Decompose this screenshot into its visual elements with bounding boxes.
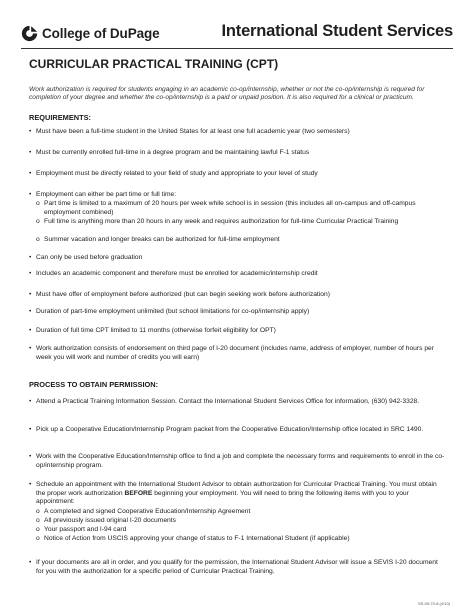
schedule-text-after: beginning your employment. You will need to bring the following items with you to your appointment:	[36, 489, 409, 506]
process-text: Pick up a Cooperative Education/Internship Program packet from the Cooperative Education/Internship office located in SRC 1490.	[36, 426, 424, 433]
process-item-2	[29, 426, 447, 435]
process-item-5	[29, 559, 447, 576]
requirements-heading: REQUIREMENTS:	[29, 113, 92, 122]
requirement-text: Work authorization consists of endorsement on third page of I-20 document (includes name, address of employer, number of hours per week you will work and number of credits you will earn)	[36, 345, 434, 361]
bullet: •	[29, 345, 32, 352]
requirement-item-9	[29, 327, 447, 336]
bullet: •	[29, 426, 32, 433]
bullet: •	[29, 191, 32, 198]
form-code: SS-09-70-8 (4/10)	[417, 601, 450, 606]
process-text: Attend a Practical Training Information Session. Contact the International Student Services Office for information, (630) 942-3328.	[36, 398, 420, 405]
sub-item-text: Your passport and I-94 card	[44, 526, 127, 533]
bullet: •	[29, 291, 32, 298]
sub-bullet: o	[36, 200, 40, 207]
bullet: •	[29, 170, 32, 177]
requirement-sub-item-2	[36, 218, 447, 227]
process-sub-item-2	[36, 517, 447, 526]
bullet: •	[29, 149, 32, 156]
college-logo	[21, 24, 160, 42]
logo-text: College of DuPage	[42, 25, 160, 41]
bullet: •	[29, 559, 32, 566]
requirement-item-6	[29, 270, 447, 279]
bullet: •	[29, 327, 32, 334]
sub-item-text: All previously issued original I-20 documents	[44, 517, 176, 524]
requirement-text: Must have offer of employment before authorized (but can begin seeking work before authorization)	[36, 291, 330, 298]
header-divider	[21, 48, 453, 49]
requirement-text: Must have been a full-time student in the United States for at least one full academic year (two semesters)	[36, 128, 350, 135]
schedule-text-before: Schedule an appointment with the International Student Advisor to obtain authorization for Curricular Practical Training. You must obtain the proper work authorization	[36, 481, 437, 497]
bullet: •	[29, 308, 32, 315]
page-title: CURRICULAR PRACTICAL TRAINING (CPT)	[29, 57, 279, 71]
process-sub-item-4	[36, 535, 447, 544]
process-item-4	[29, 481, 447, 507]
process-item-1	[29, 398, 447, 407]
sub-bullet: o	[36, 218, 40, 225]
requirement-text: Duration of part-time employment unlimited (but school limitations for co-op/internship apply)	[36, 308, 310, 315]
bullet: •	[29, 128, 32, 135]
bullet: •	[29, 453, 32, 460]
requirement-item-5	[29, 254, 447, 263]
sub-bullet: o	[36, 526, 40, 533]
requirement-text: Can only be used before graduation	[36, 254, 143, 261]
sub-item-text: Full time is anything more than 20 hours in any week and requires authorization for full-time Curricular Practical Training	[44, 218, 399, 225]
sub-item-text: Summer vacation and longer breaks can be authorized for full-time employment	[44, 236, 280, 243]
bullet: •	[29, 481, 32, 488]
requirement-sub-item-3	[36, 236, 447, 245]
header	[21, 22, 453, 44]
requirement-text: Includes an academic component and therefore must be enrolled for academic/internship credit	[36, 270, 318, 277]
sub-item-text: Part time is limited to a maximum of 20 hours per week while school is in session (this includes all on-campus and off-campus employment combined)	[44, 200, 416, 216]
requirement-text: Duration of full time CPT limited to 11 months (otherwise forfeit eligibility for OPT)	[36, 327, 276, 334]
department-title: International Student Services	[221, 22, 453, 40]
process-sub-item-3	[36, 526, 447, 535]
bullet: •	[29, 270, 32, 277]
process-text	[36, 481, 447, 507]
requirement-item-4	[29, 191, 447, 200]
requirement-item-8	[29, 308, 447, 317]
requirement-item-7	[29, 291, 447, 300]
requirement-item-2	[29, 149, 447, 158]
bullet: •	[29, 254, 32, 261]
process-heading: PROCESS TO OBTAIN PERMISSION:	[29, 380, 159, 389]
requirement-text: Must be currently enrolled full-time in a degree program and be maintaining lawful F-1 status	[36, 149, 310, 156]
requirement-text: Employment must be directly related to your field of study and appropriate to your level of study	[36, 170, 318, 177]
process-text: If your documents are all in order, and you qualify for the permission, the International Student Advisor will issue a SEVIS I-20 document for you with the authorization for a specific period of Curricular Practical Training.	[36, 559, 438, 575]
sub-bullet: o	[36, 535, 40, 542]
requirement-sub-item-1	[36, 200, 447, 217]
process-sub-item-1	[36, 508, 447, 517]
process-item-3	[29, 453, 447, 470]
sub-bullet: o	[36, 517, 40, 524]
schedule-emphasis: BEFORE	[124, 489, 153, 497]
sub-bullet: o	[36, 508, 40, 515]
sub-item-text: Notice of Action from USCIS approving your change of status to F-1 International Student (if applicable)	[44, 535, 350, 542]
requirement-text: Employment can either be part time or full time:	[36, 191, 177, 198]
cod-logo-icon	[21, 25, 38, 42]
requirement-item-10	[29, 345, 447, 362]
process-text: Work with the Cooperative Education/Internship office to find a job and complete the necessary forms and requirements to enroll in the co-op/internship program.	[36, 453, 445, 469]
sub-item-text: A completed and signed Cooperative Education/Internship Agreement	[44, 508, 251, 515]
bullet: •	[29, 398, 32, 405]
requirement-item-3	[29, 170, 447, 179]
intro-paragraph: Work authorization is required for students engaging in an academic co-op/internship, whether or not the co-op/internship is required for completion of your degree and whether the co-op/internship is a paid or unpaid position. It is also required for a clinical or practicum.	[29, 86, 425, 102]
sub-bullet: o	[36, 236, 40, 243]
requirement-item-1	[29, 128, 447, 137]
